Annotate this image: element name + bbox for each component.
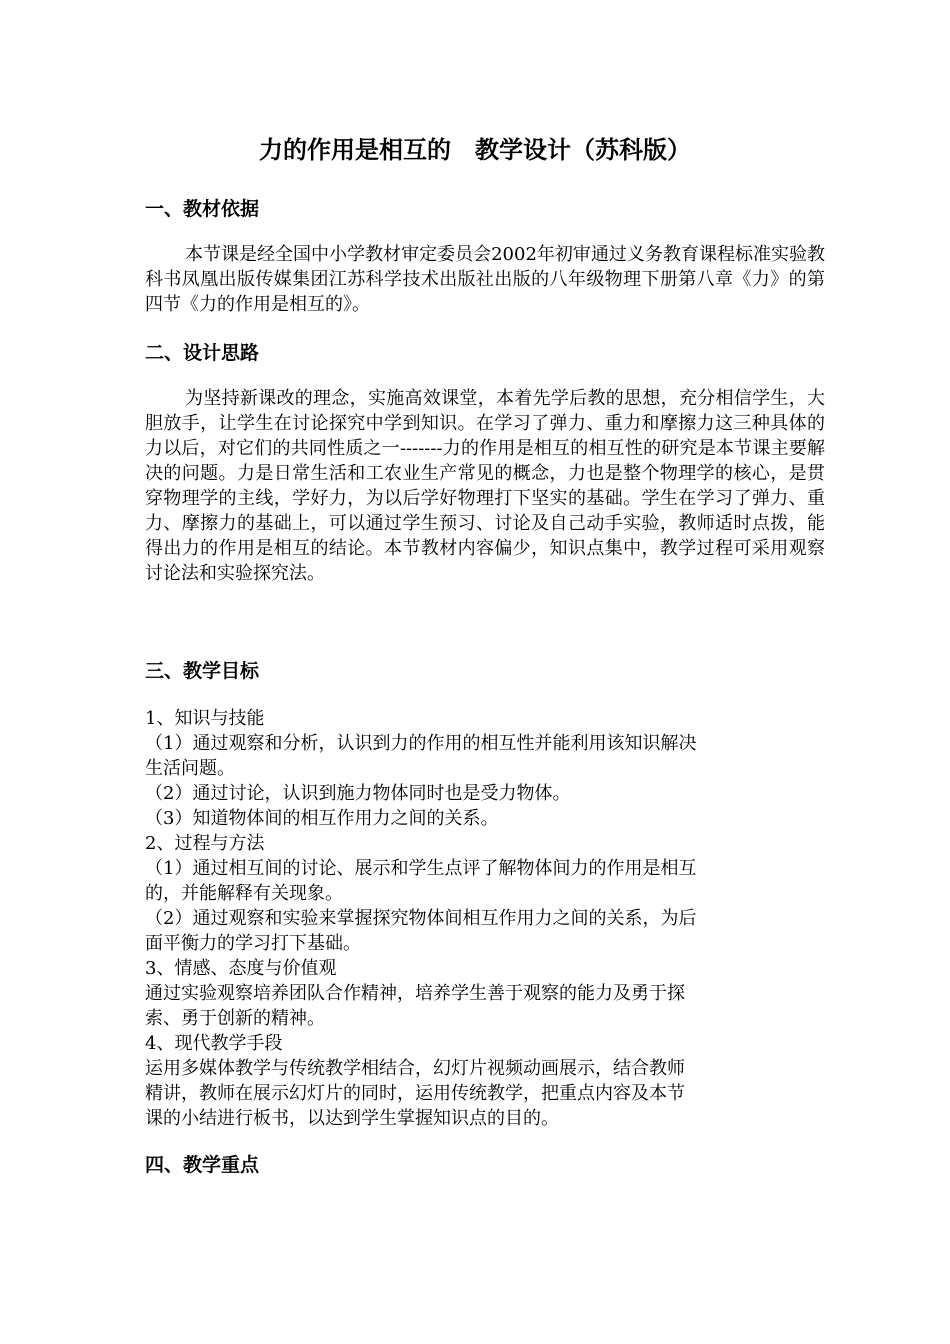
goal-line: 3、情感、态度与价值观 [145, 958, 337, 979]
section-heading-textbook-basis: 一、教材依据 [145, 198, 260, 220]
goal-line: （1）通过观察和分析，认识到力的作用的相互性并能利用该知识解决 [145, 733, 697, 754]
goal-line: 精讲，教师在展示幻灯片的同时，运用传统教学，把重点内容及本节 [145, 1083, 685, 1104]
section-heading-teaching-focus: 四、教学重点 [145, 1154, 260, 1176]
goal-line: 运用多媒体教学与传统教学相结合，幻灯片视频动画展示，结合教师 [145, 1058, 685, 1079]
goal-line: 索、勇于创新的精神。 [145, 1008, 325, 1029]
goal-line: 2、过程与方法 [145, 833, 265, 854]
goal-line: 通过实验观察培养团队合作精神，培养学生善于观察的能力及勇于探 [145, 983, 685, 1004]
goal-line: 生活问题。 [145, 758, 235, 779]
goal-line: （2）通过观察和实验来掌握探究物体间相互作用力之间的关系，为后 [145, 908, 697, 929]
goal-line: 1、知识与技能 [145, 708, 265, 729]
document-title: 力的作用是相互的 教学设计（苏科版） [259, 135, 691, 164]
goal-line: （2）通过讨论，认识到施力物体同时也是受力物体。 [145, 783, 571, 804]
section-body-design-idea: 为坚持新课改的理念，实施高效课堂，本着先学后教的思想，充分相信学生，大胆放手，让学生在讨论探究中学到知识。在学习了弹力、重力和摩擦力这三种具体的力以后，对它们的共同性质之一-------力的作用是相互的相互性的研究是本节课主要解决的问题。力是日常生活和工农业生产常见的概念，力也是整个物理学的核心，是贯穿物理学的主线，学好力，为以后学好物理打下坚实的基础。学生在学习了弹力、重力、摩擦力的基础上，可以通过学生预习、讨论及自己动手实验，教师适时点拨，能得出力的作用是相互的结论。本节教材内容偏少，知识点集中，教学过程可采用观察讨论法和实验探究法。 [145, 388, 825, 584]
section-body-textbook-basis: 本节课是经全国中小学教材审定委员会2002年初审通过义务教育课程标准实验教科书凤凰出版传媒集团江苏科学技术出版社出版的八年级物理下册第八章《力》的第四节《力的作用是相互的》。 [145, 244, 825, 315]
section-heading-design-idea: 二、设计思路 [145, 342, 260, 364]
goal-line: 面平衡力的学习打下基础。 [145, 933, 361, 954]
goal-line: （1）通过相互间的讨论、展示和学生点评了解物体间力的作用是相互 [145, 858, 697, 879]
goal-line: 的，并能解释有关现象。 [145, 883, 343, 904]
goal-line: （3）知道物体间的相互作用力之间的关系。 [145, 808, 499, 829]
goal-line: 4、现代教学手段 [145, 1033, 283, 1054]
goal-line: 课的小结进行板书，以达到学生掌握知识点的目的。 [145, 1108, 559, 1129]
section-heading-teaching-goals: 三、教学目标 [145, 660, 260, 682]
